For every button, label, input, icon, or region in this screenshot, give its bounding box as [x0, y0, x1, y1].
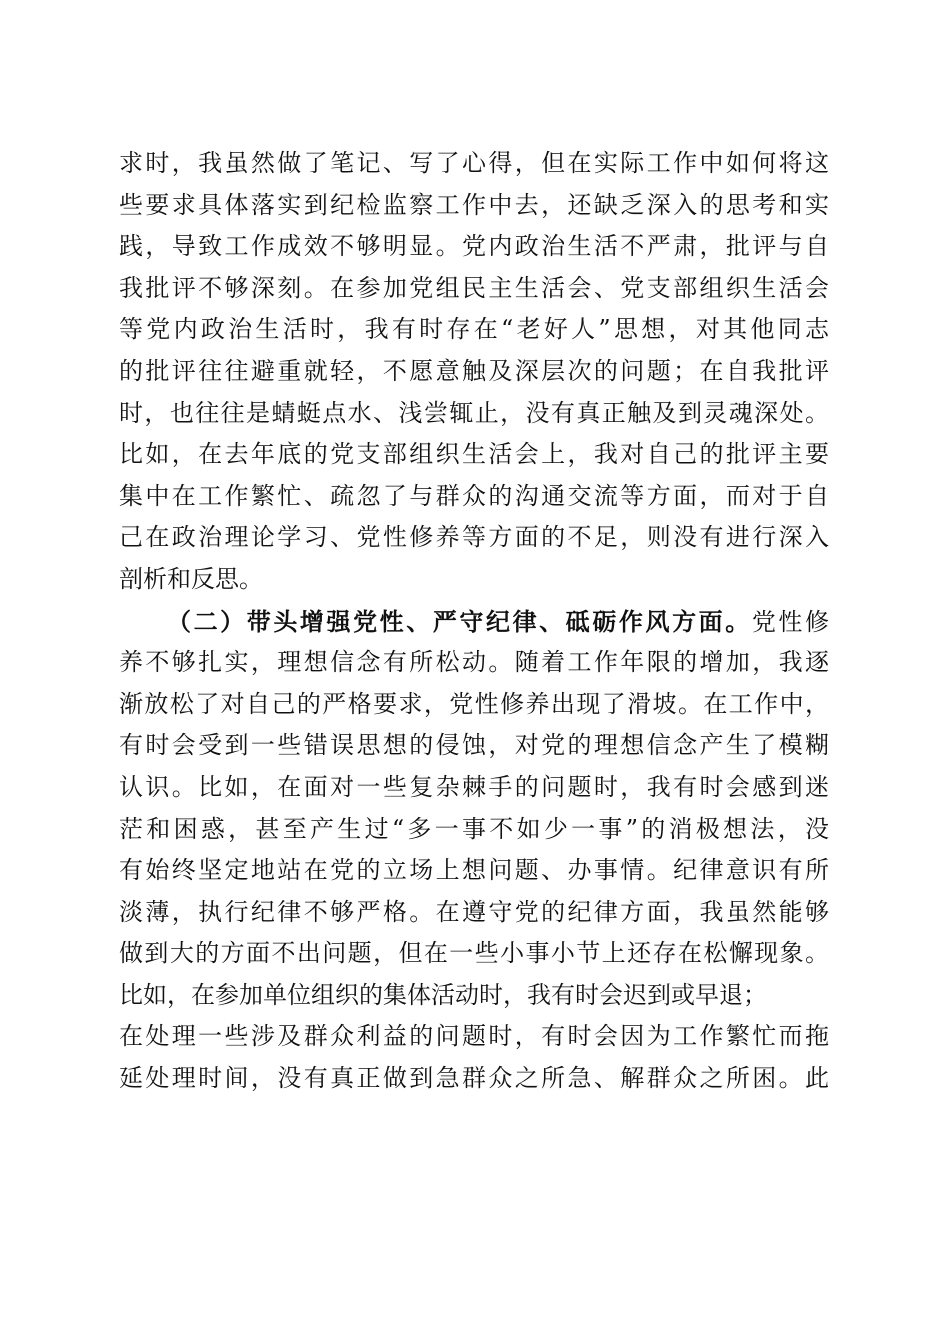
paragraph-line: 做到大的方面不出问题，但在一些小事小节上还存在松懈现象。 — [119, 939, 829, 968]
heading-line-rest: 党性修 — [751, 607, 830, 636]
section-heading-line — [119, 601, 829, 643]
paragraph-line: 等党内政治生活时，我有时存在“老好人”思想，对其他同志 — [119, 315, 829, 344]
paragraph-line: 有始终坚定地站在党的立场上想问题、办事情。纪律意识有所 — [119, 856, 829, 885]
paragraph-line: 我批评不够深刻。在参加党组民主生活会、党支部组织生活会 — [119, 273, 829, 302]
paragraph-line: 的批评往往避重就轻，不愿意触及深层次的问题；在自我批评 — [119, 356, 829, 385]
document-body — [119, 143, 829, 1100]
paragraph-line: 延处理时间，没有真正做到急群众之所急、解群众之所困。此 — [119, 1064, 829, 1093]
paragraph-line: 比如，在去年底的党支部组织生活会上，我对自己的批评主要 — [119, 440, 829, 469]
paragraph-line: 养不够扎实，理想信念有所松动。随着工作年限的增加，我逐 — [119, 648, 829, 677]
paragraph-line: 在处理一些涉及群众利益的问题时，有时会因为工作繁忙而拖 — [119, 1022, 829, 1051]
paragraph-line: 比如，在参加单位组织的集体活动时，我有时会迟到或早退； — [119, 980, 767, 1009]
section-heading: （二）带头增强党性、严守纪律、砥砺作风方面。 — [167, 606, 752, 636]
paragraph-line: 淡薄，执行纪律不够严格。在遵守党的纪律方面，我虽然能够 — [119, 897, 829, 926]
paragraph-line: 茫和困惑，甚至产生过“多一事不如少一事”的消极想法，没 — [119, 814, 829, 843]
paragraph-line: 求时，我虽然做了笔记、写了心得，但在实际工作中如何将这 — [119, 149, 829, 177]
paragraph-line: 践，导致工作成效不够明显。党内政治生活不严肃，批评与自 — [119, 232, 829, 261]
paragraph-line: 剖析和反思。 — [119, 564, 263, 593]
paragraph-line: 些要求具体落实到纪检监察工作中去，还缺乏深入的思考和实 — [119, 190, 829, 219]
paragraph-line: 渐放松了对自己的严格要求，党性修养出现了滑坡。在工作中， — [119, 689, 829, 718]
paragraph-line: 有时会受到一些错误思想的侵蚀，对党的理想信念产生了模糊 — [119, 731, 829, 760]
paragraph-line: 认识。比如，在面对一些复杂棘手的问题时，我有时会感到迷 — [119, 772, 829, 801]
paragraph-line: 集中在工作繁忙、疏忽了与群众的沟通交流等方面，而对于自 — [119, 481, 829, 510]
paragraph-line: 时，也往往是蜻蜓点水、浅尝辄止，没有真正触及到灵魂深处。 — [119, 398, 829, 427]
paragraph-1 — [119, 143, 829, 601]
paragraph-2 — [119, 601, 829, 1100]
paragraph-line: 己在政治理论学习、党性修养等方面的不足，则没有进行深入 — [119, 523, 829, 552]
